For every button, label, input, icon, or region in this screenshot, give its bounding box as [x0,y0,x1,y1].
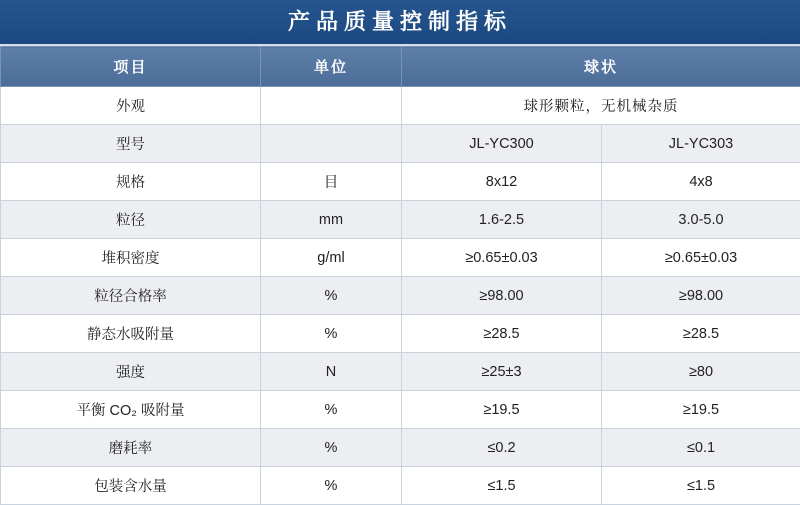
table-row [1,353,800,391]
table-row [1,239,800,277]
cell-unit: mm [261,201,402,239]
cell-value-1: ≤0.2 [402,429,602,467]
cell-unit: % [261,315,402,353]
cell-value-2: ≥98.00 [602,277,800,315]
cell-item: 静态水吸附量 [1,315,261,353]
cell-value-1: 8x12 [402,163,602,201]
cell-value-2: ≥28.5 [602,315,800,353]
cell-item: 堆积密度 [1,239,261,277]
table-row [1,277,800,315]
cell-unit [261,125,402,163]
cell-value-1: JL-YC300 [402,125,602,163]
cell-value-1: ≥98.00 [402,277,602,315]
cell-item: 外观 [1,87,261,125]
table-row [1,467,800,505]
title-bar [0,0,800,46]
cell-value-1: ≥28.5 [402,315,602,353]
table-row [1,429,800,467]
cell-value-1: ≥0.65±0.03 [402,239,602,277]
cell-item: 包装含水量 [1,467,261,505]
cell-value-merged: 球形颗粒，无机械杂质 [402,87,800,125]
cell-unit: % [261,467,402,505]
cell-item: 磨耗率 [1,429,261,467]
table-row [1,163,800,201]
table-row [1,391,800,429]
cell-value-2: JL-YC303 [602,125,800,163]
cell-value-2: 3.0-5.0 [602,201,800,239]
table-row [1,315,800,353]
cell-value-2: ≥80 [602,353,800,391]
column-header-shape: 球状 [402,47,800,87]
cell-value-1: 1.6-2.5 [402,201,602,239]
cell-value-1: ≥19.5 [402,391,602,429]
table-row [1,125,800,163]
cell-item: 规格 [1,163,261,201]
cell-item: 粒径 [1,201,261,239]
cell-item: 强度 [1,353,261,391]
cell-unit: % [261,429,402,467]
cell-item: 平衡 CO₂ 吸附量 [1,391,261,429]
table-row [1,87,800,125]
column-header-unit: 单位 [261,47,402,87]
column-header-item: 项目 [1,47,261,87]
cell-value-1: ≤1.5 [402,467,602,505]
page-title: 产品质量控制指标 [288,11,512,33]
cell-unit: N [261,353,402,391]
table-header [1,47,800,87]
table-row [1,201,800,239]
cell-value-2: ≥0.65±0.03 [602,239,800,277]
cell-unit [261,87,402,125]
cell-unit: 目 [261,163,402,201]
cell-value-1: ≥25±3 [402,353,602,391]
cell-value-2: ≤0.1 [602,429,800,467]
cell-unit: % [261,391,402,429]
cell-unit: g/ml [261,239,402,277]
table-body [1,87,800,505]
cell-item: 粒径合格率 [1,277,261,315]
cell-unit: % [261,277,402,315]
spec-table [0,46,800,505]
cell-value-2: ≤1.5 [602,467,800,505]
cell-item: 型号 [1,125,261,163]
cell-value-2: ≥19.5 [602,391,800,429]
cell-value-2: 4x8 [602,163,800,201]
table-header-row [1,47,800,87]
